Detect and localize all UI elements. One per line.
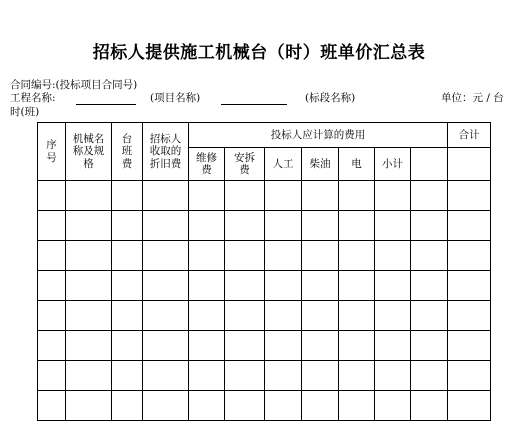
table-cell[interactable] <box>339 241 375 271</box>
table-cell[interactable] <box>38 391 66 421</box>
header-blank <box>411 148 448 181</box>
section-name-hint: (标段名称) <box>305 92 356 104</box>
table-cell[interactable] <box>411 301 448 331</box>
table-cell[interactable] <box>302 241 339 271</box>
table-cell[interactable] <box>375 331 411 361</box>
table-cell[interactable] <box>38 241 66 271</box>
table-cell[interactable] <box>448 331 491 361</box>
table-cell[interactable] <box>38 271 66 301</box>
table-cell[interactable] <box>143 181 189 211</box>
table-cell[interactable] <box>411 391 448 421</box>
table-row <box>38 211 491 241</box>
table-cell[interactable] <box>189 181 225 211</box>
table-cell[interactable] <box>66 211 112 241</box>
table-cell[interactable] <box>448 271 491 301</box>
table-cell[interactable] <box>112 391 143 421</box>
table-body <box>38 181 491 421</box>
table-cell[interactable] <box>265 211 302 241</box>
table-cell[interactable] <box>448 301 491 331</box>
table-cell[interactable] <box>189 241 225 271</box>
table-cell[interactable] <box>189 271 225 301</box>
table-cell[interactable] <box>265 271 302 301</box>
table-cell[interactable] <box>302 391 339 421</box>
table-cell[interactable] <box>339 391 375 421</box>
header-install: 安拆费 <box>225 148 265 181</box>
header-depreciation: 招标人收取的折旧费 <box>143 123 189 181</box>
header-row-1 <box>38 123 491 148</box>
project-name-hint: (项目名称) <box>150 92 201 104</box>
contract-number: 合同编号:(投标项目合同号) <box>10 79 138 91</box>
project-name-label: 工程名称: <box>10 92 56 104</box>
table-cell[interactable] <box>112 181 143 211</box>
table-cell[interactable] <box>112 301 143 331</box>
table-row <box>38 301 491 331</box>
table-cell[interactable] <box>265 361 302 391</box>
table-cell[interactable] <box>375 241 411 271</box>
table-cell[interactable] <box>302 301 339 331</box>
table-cell[interactable] <box>448 361 491 391</box>
table-cell[interactable] <box>302 361 339 391</box>
table-cell[interactable] <box>265 301 302 331</box>
header-shift-fee: 台班费 <box>112 123 143 181</box>
table-cell[interactable] <box>339 181 375 211</box>
table-cell[interactable] <box>225 361 265 391</box>
section-name-blank <box>221 104 287 105</box>
header-total: 合计 <box>448 123 491 148</box>
header-total-blank <box>448 148 491 181</box>
table-cell[interactable] <box>411 181 448 211</box>
table-cell[interactable] <box>189 361 225 391</box>
table-cell[interactable] <box>448 211 491 241</box>
header-seq: 序号 <box>38 123 66 181</box>
table-cell[interactable] <box>189 331 225 361</box>
table-cell[interactable] <box>448 241 491 271</box>
table-cell[interactable] <box>66 361 112 391</box>
header-diesel: 柴油 <box>302 148 339 181</box>
header-repair: 维修费 <box>189 148 225 181</box>
header-electric: 电 <box>339 148 375 181</box>
table-row <box>38 391 491 421</box>
table-cell[interactable] <box>38 301 66 331</box>
header-labor: 人工 <box>265 148 302 181</box>
table-cell[interactable] <box>38 181 66 211</box>
table-cell[interactable] <box>112 241 143 271</box>
table-cell[interactable] <box>189 211 225 241</box>
table-cell[interactable] <box>225 271 265 301</box>
table-cell[interactable] <box>143 361 189 391</box>
table-cell[interactable] <box>339 331 375 361</box>
table-row <box>38 331 491 361</box>
table-cell[interactable] <box>265 241 302 271</box>
table-row <box>38 271 491 301</box>
table-cell[interactable] <box>66 241 112 271</box>
table-row <box>38 181 491 211</box>
table-cell[interactable] <box>375 361 411 391</box>
table-cell[interactable] <box>66 331 112 361</box>
table-cell[interactable] <box>225 181 265 211</box>
table-cell[interactable] <box>375 301 411 331</box>
table-cell[interactable] <box>225 331 265 361</box>
table-cell[interactable] <box>225 301 265 331</box>
table-cell[interactable] <box>339 271 375 301</box>
header-bidder-costs: 投标人应计算的费用 <box>189 123 448 148</box>
table-cell[interactable] <box>143 271 189 301</box>
table-cell[interactable] <box>411 271 448 301</box>
table-cell[interactable] <box>143 241 189 271</box>
table-cell[interactable] <box>448 391 491 421</box>
table-cell[interactable] <box>265 391 302 421</box>
table-cell[interactable] <box>302 211 339 241</box>
table-cell[interactable] <box>112 361 143 391</box>
table-cell[interactable] <box>225 391 265 421</box>
table-cell[interactable] <box>66 391 112 421</box>
table-cell[interactable] <box>66 271 112 301</box>
header-subtotal: 小计 <box>375 148 411 181</box>
table-cell[interactable] <box>375 391 411 421</box>
table-cell[interactable] <box>38 331 66 361</box>
table-cell[interactable] <box>411 241 448 271</box>
table-cell[interactable] <box>375 211 411 241</box>
table-row <box>38 361 491 391</box>
table-cell[interactable] <box>143 211 189 241</box>
table-cell[interactable] <box>411 361 448 391</box>
table-cell[interactable] <box>375 271 411 301</box>
table-cell[interactable] <box>339 361 375 391</box>
project-name-blank <box>76 104 136 105</box>
table-cell[interactable] <box>38 211 66 241</box>
table-cell[interactable] <box>265 181 302 211</box>
table-cell[interactable] <box>302 271 339 301</box>
table-cell[interactable] <box>375 181 411 211</box>
table-row <box>38 241 491 271</box>
table-cell[interactable] <box>143 331 189 361</box>
table-cell[interactable] <box>66 181 112 211</box>
table-cell[interactable] <box>339 211 375 241</box>
page-title: 招标人提供施工机械台（时）班单价汇总表 <box>92 43 426 63</box>
table-cell[interactable] <box>339 301 375 331</box>
unit-label: 单位：元 / 台 <box>441 92 504 104</box>
summary-table <box>37 122 491 421</box>
table-cell[interactable] <box>302 331 339 361</box>
table-cell[interactable] <box>189 301 225 331</box>
table-cell[interactable] <box>225 241 265 271</box>
table-cell[interactable] <box>265 331 302 361</box>
table-cell[interactable] <box>448 181 491 211</box>
table-cell[interactable] <box>143 391 189 421</box>
table-cell[interactable] <box>112 211 143 241</box>
table-cell[interactable] <box>112 331 143 361</box>
header-machine: 机械名称及规格 <box>66 123 112 181</box>
table-cell[interactable] <box>411 331 448 361</box>
table-cell[interactable] <box>38 361 66 391</box>
table-cell[interactable] <box>411 211 448 241</box>
table-cell[interactable] <box>302 181 339 211</box>
table-cell[interactable] <box>189 391 225 421</box>
table-cell[interactable] <box>112 271 143 301</box>
table-cell[interactable] <box>66 301 112 331</box>
unit-label-continued: 时(班) <box>10 106 40 118</box>
table-cell[interactable] <box>225 211 265 241</box>
table-cell[interactable] <box>143 301 189 331</box>
